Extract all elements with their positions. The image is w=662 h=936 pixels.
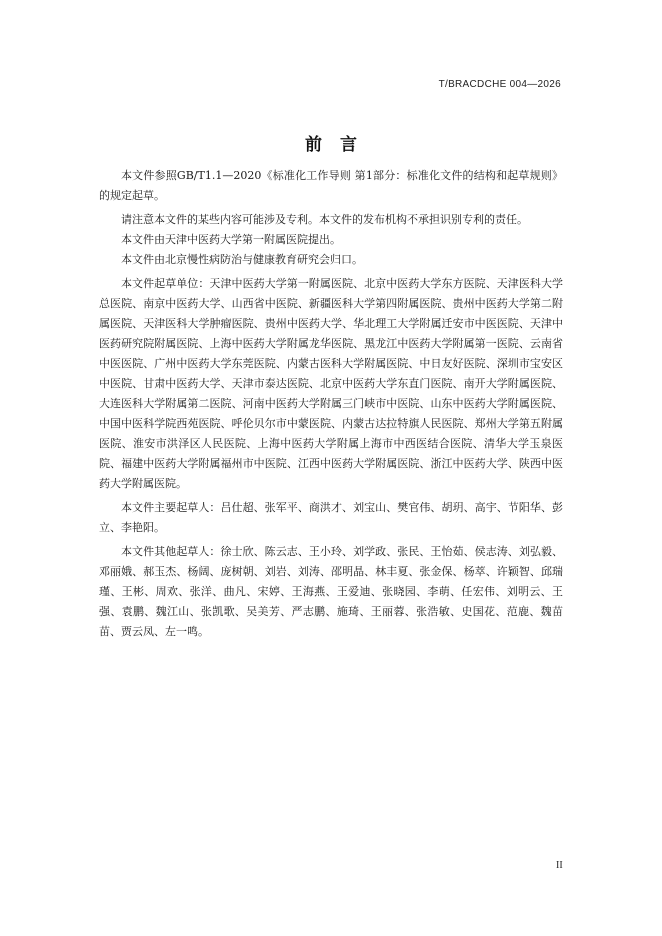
paragraph-proposer: 本文件由天津中医药大学第一附属医院提出。 — [121, 233, 341, 246]
paragraph-main-drafters: 本文件主要起草人：吕仕超、张军平、商洪才、刘宝山、樊官伟、胡玥、高宇、节阳华、彭立、李艳阳。 — [99, 501, 563, 534]
paragraph-administrator: 本文件由北京慢性病防治与健康教育研究会归口。 — [121, 253, 363, 266]
paragraph-drafting-basis: 本文件参照GB/T1.1—2020《标准化工作导则 第1部分：标准化文件的结构和起草规则》的规定起草。 — [99, 169, 563, 202]
paragraph-other-drafters: 本文件其他起草人：徐士欣、陈云志、王小玲、刘学政、张民、王怡茹、侯志涛、刘弘毅、邓丽娥、郝玉杰、杨阔、庞树朝、刘岩、刘涛、邵明晶、林丰夏、张金保、杨萃、许颖智、邱瑞瑾、王彬、周欢、张洋、曲凡、宋婷、王海燕、王爱迪、张晓园、李萌、任宏伟、刘明云、王强、袁鹏、魏江山、张凯歌、吴美芳、严志鹏、施琦、王丽蓉、张浩敏、史国花、范鹿、魏苗苗、贾云凤、左一鸣。 — [99, 545, 563, 638]
paragraph-drafting-units: 本文件起草单位：天津中医药大学第一附属医院、北京中医药大学东方医院、天津医科大学总医院、南京中医药大学、山西省中医院、新疆医科大学第四附属医院、贵州中医药大学第二附属医院、天津医科大学肿瘤医院、贵州中医药大学、华北理工大学附属迁安市中医医院、天津中医药研究院附属医院、上海中医药大学附属龙华医院、黑龙江中医药大学附属第一医院、云南省中医医院、广州中医药大学东莞医院、内蒙古医科大学附属医院、中日友好医院、深圳市宝安区中医院、甘肃中医药大学、天津市泰达医院、北京中医药大学东直门医院、南开大学附属医院、大连医科大学附属第二医院、河南中医药大学附属三门峡市中医院、山东中医药大学附属医院、中国中医科学院西苑医院、呼伦贝尔市中蒙医院、内蒙古达拉特旗人民医院、郑州大学第五附属医院、淮安市洪泽区人民医院、上海中医药大学附属上海市中西医结合医院、清华大学玉泉医院、福建中医药大学附属福州市中医院、江西中医药大学附属医院、浙江中医药大学、陕西中医药大学附属医院。 — [99, 277, 563, 490]
page-title: 前言 — [305, 135, 375, 155]
foreword-body — [99, 166, 563, 646]
page-number: II — [556, 860, 563, 871]
document-number: T/BRACDCHE 004—2026 — [438, 79, 561, 90]
paragraph-patent-notice: 请注意本文件的某些内容可能涉及专利。本文件的发布机构不承担识别专利的责任。 — [121, 213, 528, 226]
